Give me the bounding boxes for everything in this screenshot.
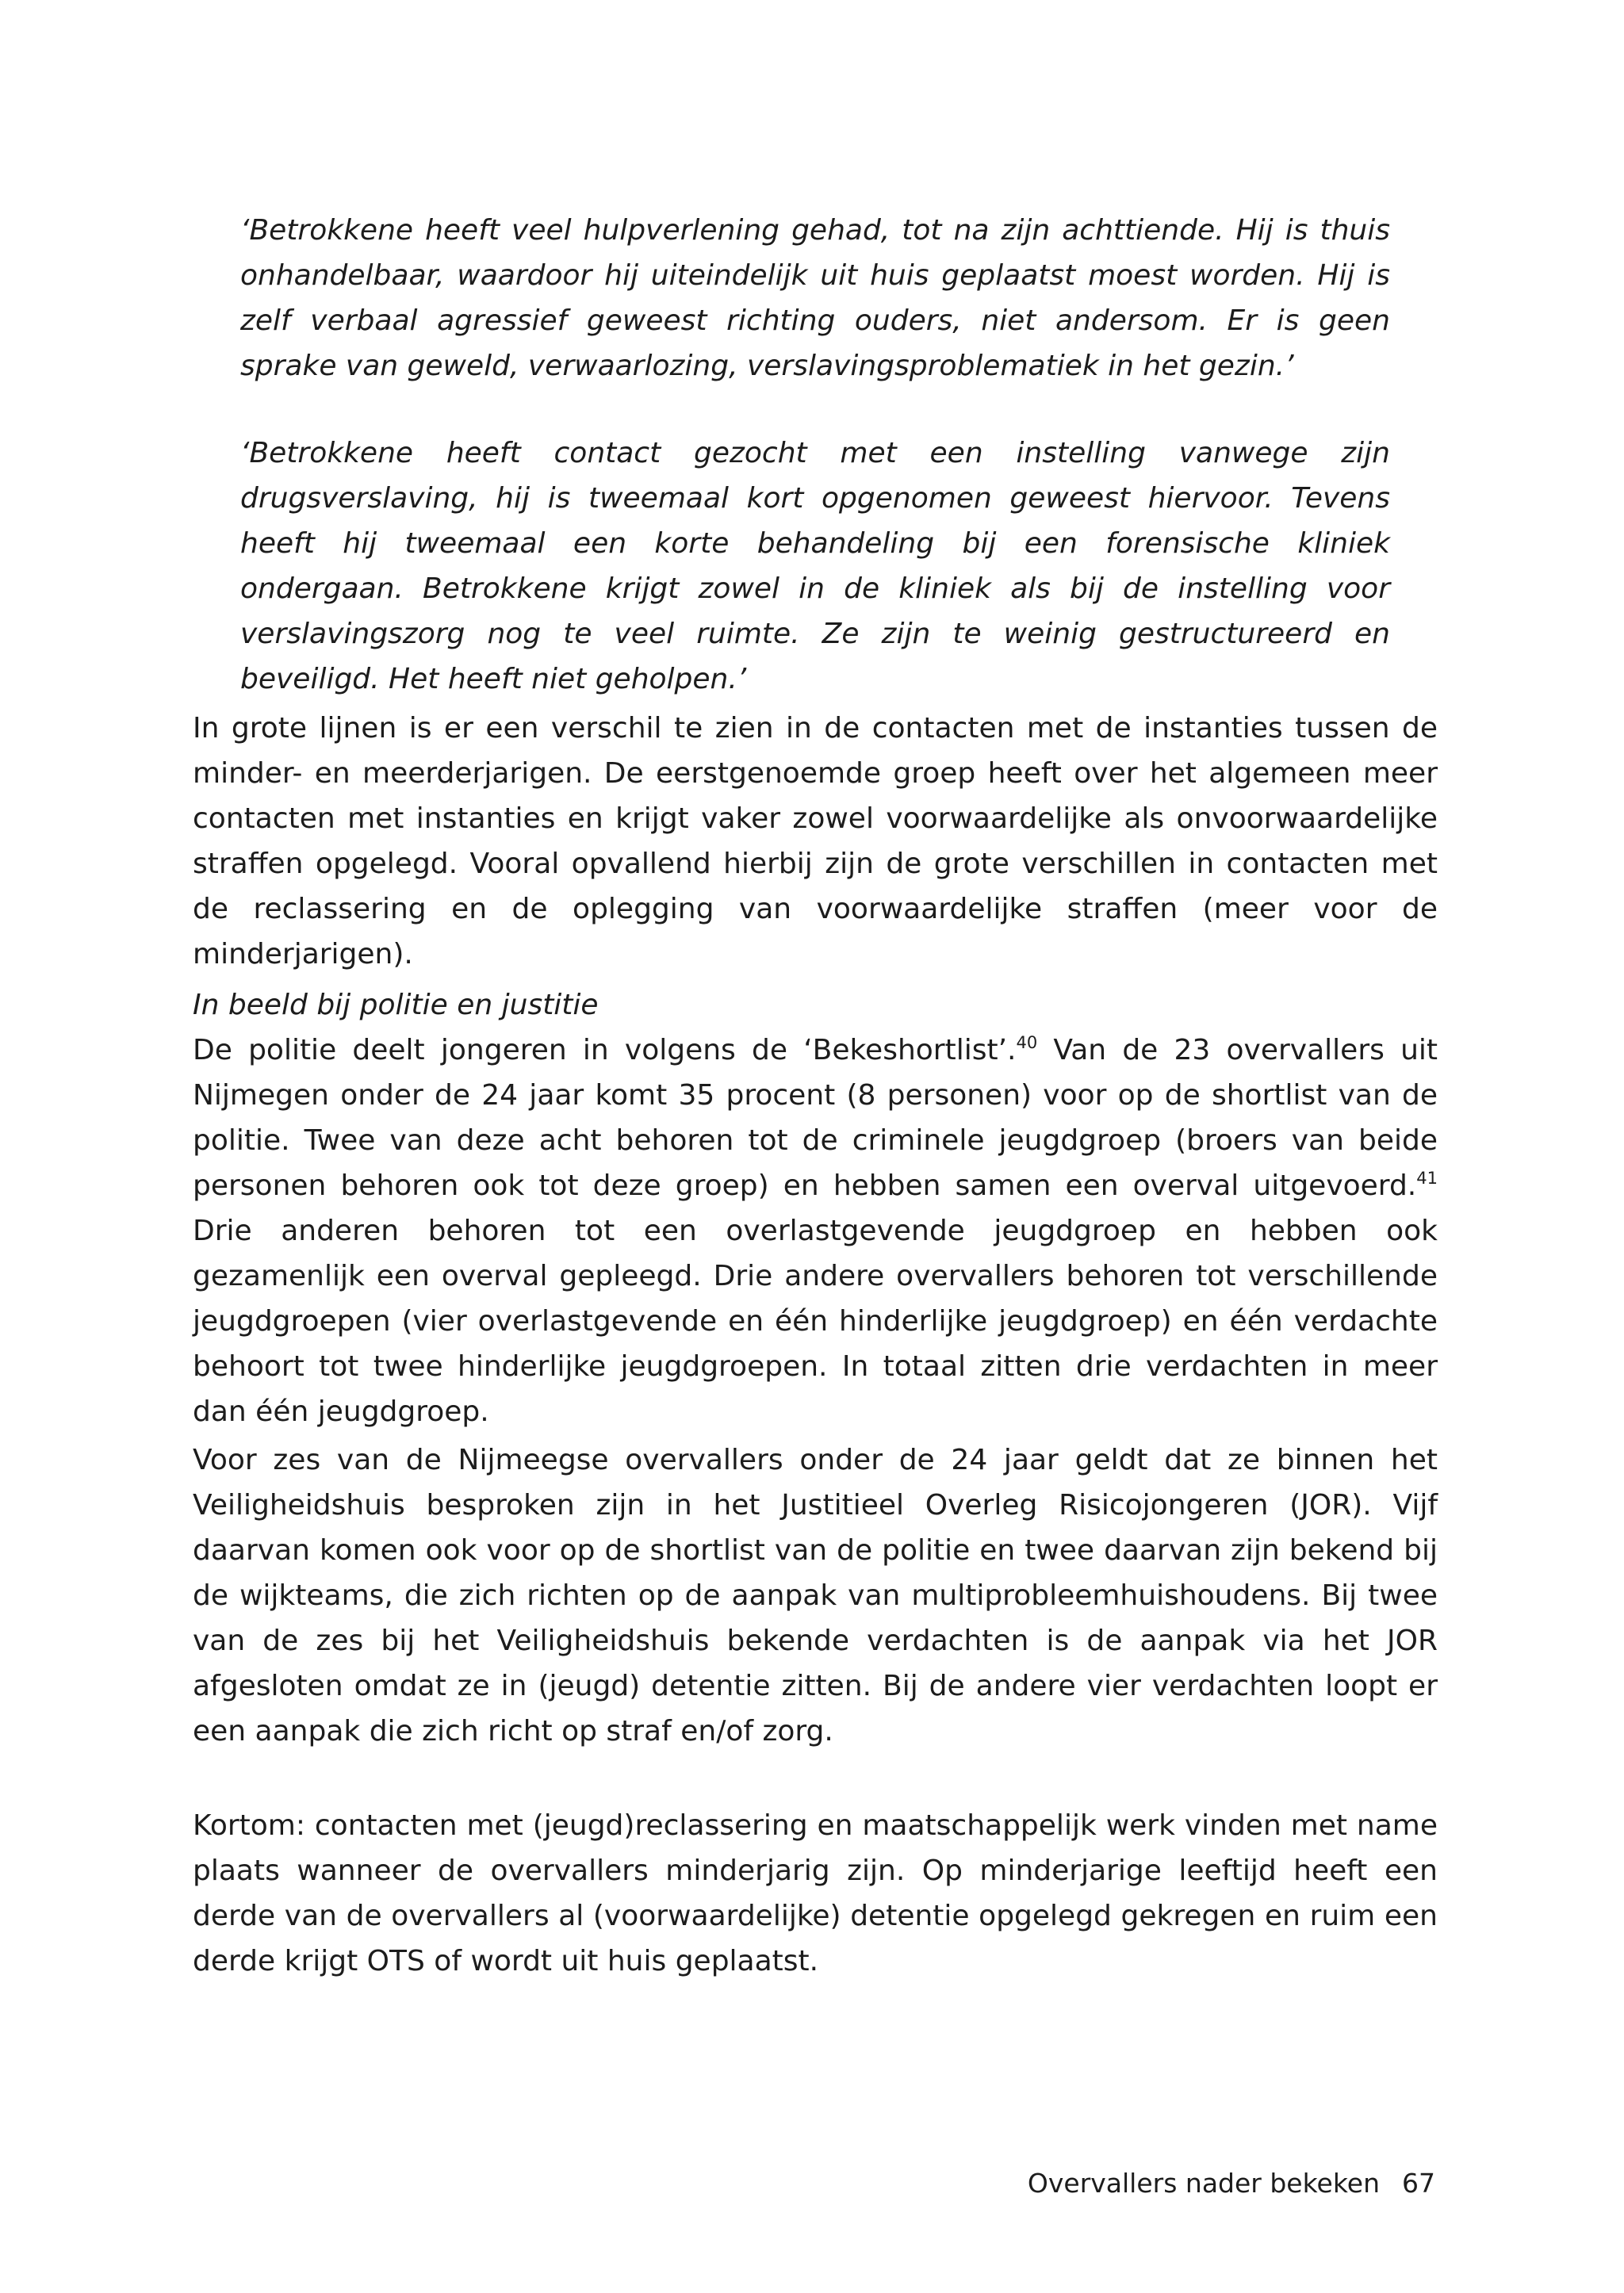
paragraph-veiligheidshuis: Voor zes van de Nijmeegse overvallers onder de 24 jaar geldt dat ze binnen het Veiligheidshuis besproken zijn in het Justitieel Overleg Risicojongeren (JOR). Vijf daarvan komen ook voor op de shortlist van de politie en twee daarvan zijn bekend bij de wijkteams, die zich richten op de aanpak van multiprobleemhuishoudens. Bij twee van de zes bij het Veiligheidshuis bekende verdachten is de aanpak via het JOR afgesloten omdat ze in (jeugd) detentie zitten. Bij de andere vier verdachten loopt er een aanpak die zich richt op straf en/of zorg.: [193, 1444, 1438, 1748]
footnote-reference-40[interactable]: 40: [1016, 1033, 1038, 1052]
paragraph-contacts-summary: In grote lijnen is er een verschil te zien in de contacten met de instanties tussen de minder- en meerderjarigen. De eerstgenoemde groep heeft over het algemeen meer contacten met instanties en krijgt vaker zowel voorwaardelijke als onvoorwaardelijke straffen opgelegd. Vooral opvallend hierbij zijn de grote verschillen in contacten met de reclassering en de oplegging van voorwaardelijke straffen (meer voor de minderjarigen).: [193, 712, 1438, 970]
paragraph-text-segment: Drie anderen behoren tot een overlastgevende jeugdgroep en hebben ook gezamenlijk een overval gepleegd. Drie andere overvallers behoren tot verschillende jeugdgroepen (vier overlastgevende en één hinderlijke jeugdgroep) en één verdachte behoort tot twee hinderlijke jeugdgroepen. In totaal zitten drie verdachten in meer dan één jeugdgroep.: [193, 1215, 1438, 1428]
page-number: 67: [1402, 2168, 1435, 2199]
paragraph-text-segment: De politie deelt jongeren in volgens de ‘Bekeshortlist’.: [193, 1034, 1017, 1066]
page-footer: [1028, 2166, 1435, 2201]
paragraph-police-shortlist: [193, 1028, 1438, 1434]
footnote-reference-41[interactable]: 41: [1416, 1169, 1438, 1188]
block-quote-2: ‘Betrokkene heeft contact gezocht met een instelling vanwege zijn drugsverslaving, hij is tweemaal kort opgenomen geweest hiervoor. Tevens heeft hij tweemaal een korte behandeling bij een forensische kliniek ondergaan. Betrokkene krijgt zowel in de kliniek als bij de instelling voor verslavingszorg nog te veel ruimte. Ze zijn te weinig gestructureerd en beveiligd. Het heeft niet geholpen.’: [240, 437, 1390, 695]
block-quote-1: ‘Betrokkene heeft veel hulpverlening gehad, tot na zijn achttiende. Hij is thuis onhandelbaar, waardoor hij uiteindelijk uit huis geplaatst moest worden. Hij is zelf verbaal agressief geweest richting ouders, niet andersom. Er is geen sprake van geweld, verwaarlozing, verslavingsproblematiek in het gezin.’: [240, 214, 1390, 382]
paragraph-text-segment: Van de 23 overvallers uit Nijmegen onder de 24 jaar komt 35 procent (8 personen) voor op de shortlist van de politie. Twee van deze acht behoren tot de criminele jeugdgroep (broers van beide personen behoren ook tot deze groep) en hebben samen een overval uitgevoerd.: [193, 1034, 1438, 1202]
paragraph-conclusion: Kortom: contacten met (jeugd)reclassering en maatschappelijk werk vinden met name plaats wanneer de overvallers minderjarig zijn. Op minderjarige leeftijd heeft een derde van de overvallers al (voorwaardelijke) detentie opgelegd gekregen en ruim een derde krijgt OTS of wordt uit huis geplaatst.: [193, 1809, 1438, 1977]
section-subheading: In beeld bij politie en justitie: [193, 989, 599, 1021]
running-title: Overvallers nader bekeken: [1027, 2168, 1380, 2199]
